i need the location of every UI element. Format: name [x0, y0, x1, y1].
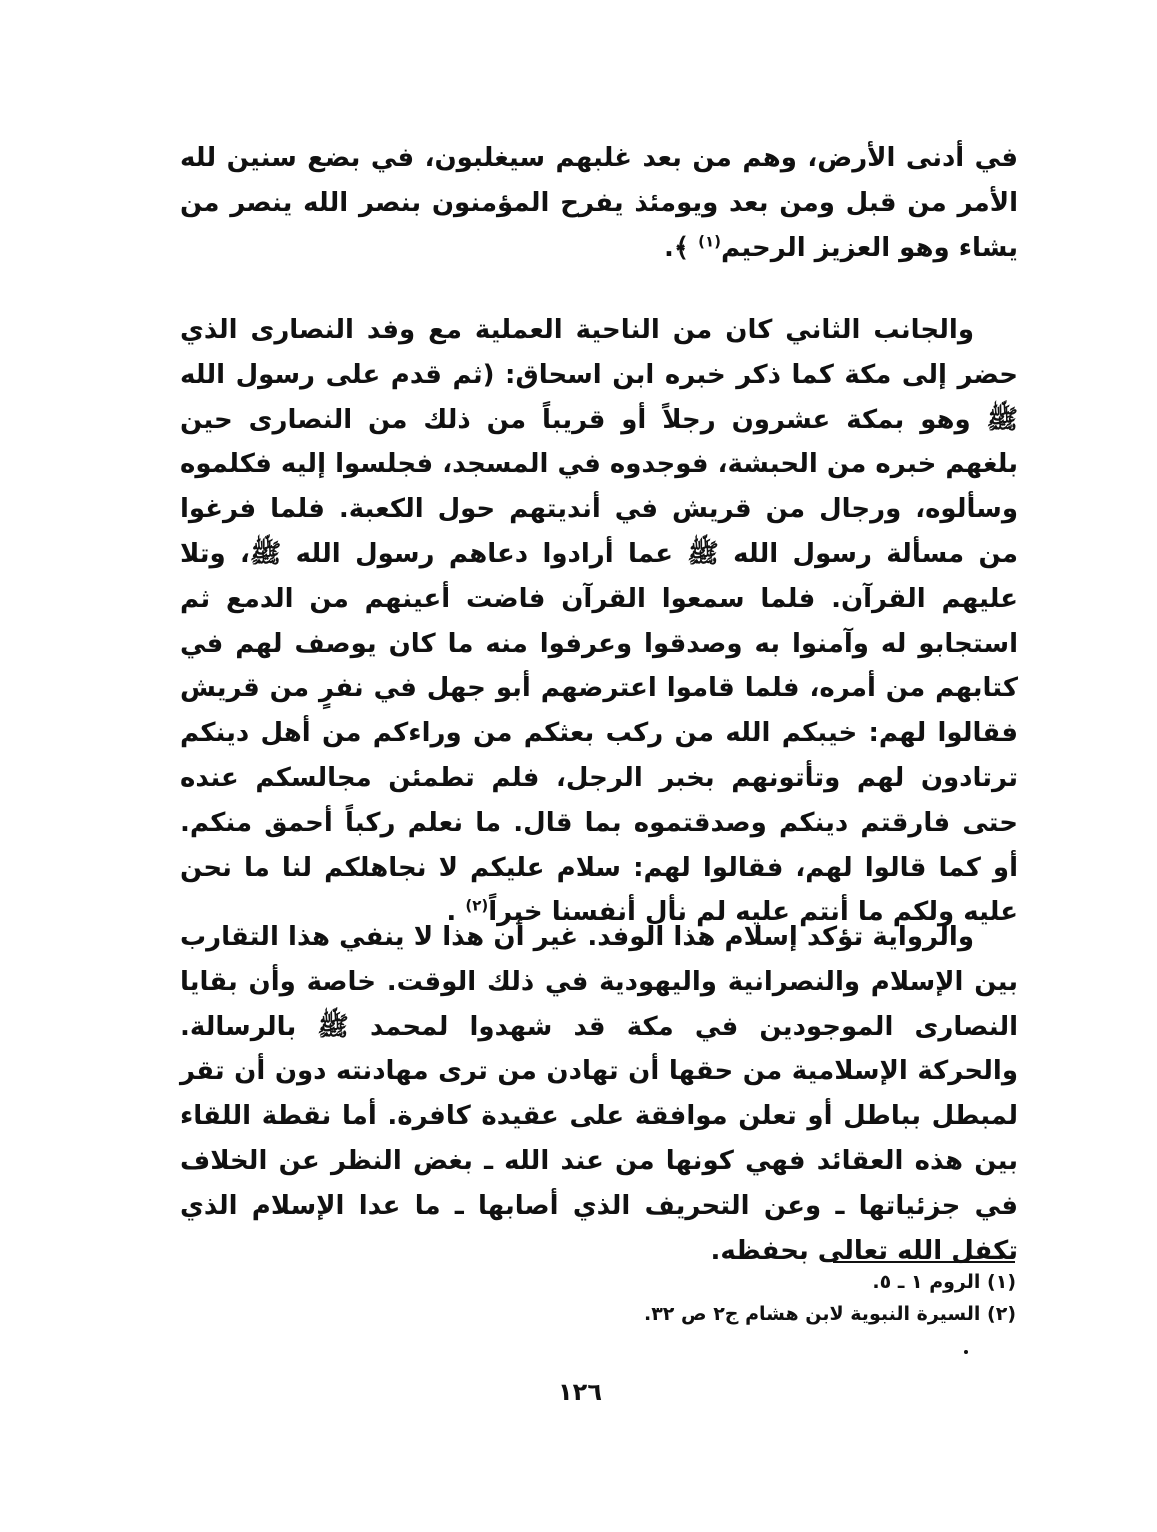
paragraph-2-ending: .	[446, 897, 457, 928]
paragraph-1-text: في أدنى الأرض، وهم من بعد غلبهم سيغلبون، في بضع سنين لله الأمر من قبل ومن بعد ويومئذ يفرح المؤمنون بنصر الله ينصر من يشاء وهو العزيز الرحيم	[180, 143, 1018, 263]
quran-closing-bracket: ﴾.	[663, 232, 690, 263]
paragraph-3-text: والرواية تؤكد إسلام هذا الوفد. غير أن هذا لا ينفي هذا التقارب بين الإسلام والنصرانية واليهودية في ذلك الوقت. خاصة وأن بقايا النصارى الموجودين في مكة قد شهدوا لمحمد ﷺ بالرسالة. والحركة الإسلامية من حقها أن تهادن من ترى مهادنته دون أن تقر لمبطل بباطل أو تعلن موافقة على عقيدة كافرة. أما نقطة اللقاء بين هذه العقائد فهي كونها من عند الله ـ بغض النظر عن الخلاف في جزئياتها ـ وعن التحريف الذي أصابها ـ ما عدا الإسلام الذي تكفل الله تعالى بحفظه.	[180, 922, 1018, 1266]
page-number: ١٢٦	[558, 1378, 602, 1406]
footnote-1: (١) الروم ١ ـ ٥.	[872, 1271, 1016, 1293]
scan-dot-mark	[964, 1350, 968, 1354]
footnote-separator	[833, 1261, 1015, 1263]
footnote-2: (٢) السيرة النبوية لابن هشام ج٢ ص ٣٢.	[643, 1303, 1016, 1325]
footnote-ref-1: (١)	[698, 231, 722, 250]
paragraph-narration-commentary	[180, 915, 1018, 1273]
paragraph-delegation-story	[180, 308, 1018, 935]
footnotes	[560, 1266, 1016, 1330]
paragraph-quran-continuation	[180, 136, 1018, 270]
footnote-ref-2: (٢)	[465, 896, 489, 915]
paragraph-2-text: والجانب الثاني كان من الناحية العملية مع وفد النصارى الذي حضر إلى مكة كما ذكر خبره ابن اسحاق: (ثم قدم على رسول الله ﷺ وهو بمكة عشرون رجلاً أو قريباً من ذلك من النصارى حين بلغهم خبره من الحبشة، فوجدوه في المسجد، فجلسوا إليه فكلموه وسألوه، ورجال من قريش في أنديتهم حول الكعبة. فلما فرغوا من مسألة رسول الله ﷺ عما أرادوا دعاهم رسول الله ﷺ، وتلا عليهم القرآن. فلما سمعوا القرآن فاضت أعينهم من الدمع ثم استجابو له وآمنوا به وصدقوا وعرفوا منه ما كان يوصف لهم في كتابهم من أمره، فلما قاموا اعترضهم أبو جهل في نفرٍ من قريش فقالوا لهم: خيبكم الله من ركب بعثكم من وراءكم من أهل دينكم ترتادون لهم وتأتونهم بخبر الرجل، فلم تطمئن مجالسكم عنده حتى فارقتم دينكم وصدقتموه بما قال. ما نعلم ركباً أحمق منكم. أو كما قالوا لهم، فقالوا لهم: سلام عليكم لا نجاهلكم لنا ما نحن عليه ولكم ما أنتم عليه لم نأل أنفسنا خيراً	[180, 315, 1018, 928]
